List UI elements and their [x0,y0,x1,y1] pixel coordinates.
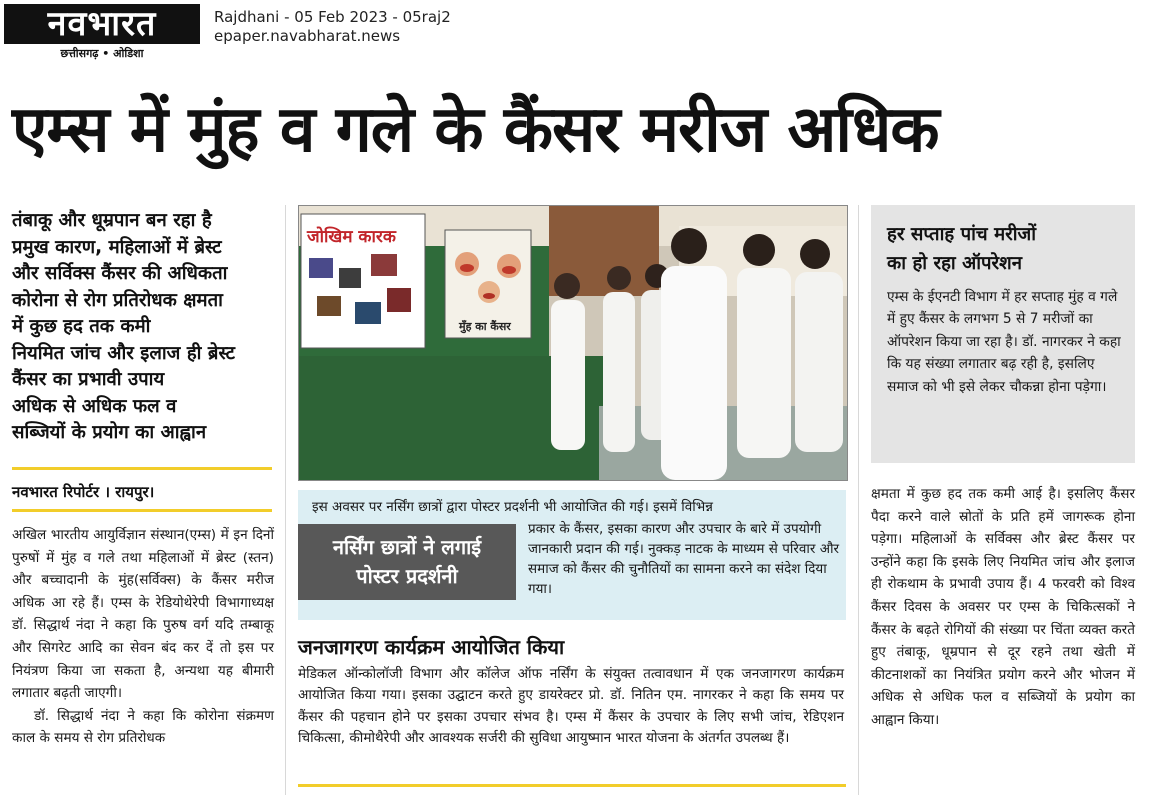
epaper-site: epaper.navabharat.news [214,27,401,45]
box-line: नर्सिंग छात्रों ने लगाई [332,535,482,559]
article-paragraph: अखिल भारतीय आयुर्विज्ञान संस्थान(एम्स) में इन दिनों पुरुषों में मुंह व गले तथा महिलाओं में ब्रेस्ट (स्तन) और बच्चादानी के मुंह(सर्विक्स) के कैंसर मरीज अधिक आ रहे हैं। एम्स के रेडियोथेरेपी विभागाध्यक्ष डॉ. सिद्धार्थ नंदा ने कहा कि पुरुष वर्ग यदि तम्बाकू और सिगरेट आदि का सेवन बंद कर दें तो इस पर नियंत्रण किया जा सकता है, अन्यथा यह बीमारी लगातार बढ़ती जाएगी। [12,527,274,702]
sidebar-title-line: हर सप्ताह पांच मरीजों [887,224,1037,245]
box-line: पोस्टर प्रदर्शनी [356,564,458,588]
highlight-item: कैंसर का प्रभावी उपाय [12,369,165,390]
highlights-list [12,208,274,447]
highlight-item: अधिक से अधिक फल व [12,395,177,417]
photo-caption-body: प्रकार के कैंसर, इसका कारण और उपचार के बारे में उपयोगी जानकारी प्रदान की गई। नुक्कड़ नाटक के माध्यम से परिवार और समाज को कैंसर की चुनौतियों का सामना करने का संदेश दिया गया। [528,521,840,597]
byline: नवभारत रिपोर्टर । रायपुर। [12,483,155,501]
highlight-item: और सर्विक्स कैंसर की अधिकता [12,263,228,284]
logo-subtitle: छत्तीसगढ़ • ओडिशा [60,47,144,60]
highlight-item: प्रमुख कारण, महिलाओं में ब्रेस्ट [12,236,222,258]
article-paragraph: डॉ. सिद्धार्थ नंदा ने कहा कि कोरोना संक्रमण काल के समय से रोग प्रतिरोधक [12,707,274,747]
edition-line: Rajdhani - 05 Feb 2023 - 05raj2 [214,8,451,26]
poster-exhibition-photo [299,206,847,480]
highlight-item: तंबाकू और धूम्रपान बन रहा है [12,210,212,231]
highlight-item: सब्जियों के प्रयोग का आह्वान [12,422,207,443]
poster-risk-title: जोखिम कारक [307,227,396,247]
highlight-item: में कुछ हद तक कमी [12,316,151,337]
poster-mouth-title: मुँह का कैंसर [459,320,511,333]
column-divider [858,205,859,795]
highlight-item: कोरोना से रोग प्रतिरोधक क्षमता [12,289,223,311]
highlights-divider [12,467,272,470]
sidebar-title [887,220,1127,278]
right-article-body: क्षमता में कुछ हद तक कमी आई है। इसलिए कैंसर पैदा करने वाले स्रोतों के प्रति हमें जागरूक होना पड़ेगा। महिलाओं के सर्विक्स और ब्रेस्ट कैंसर पर उन्होंने कहा कि इसके लिए नियमित जांच और इलाज ही रोकथाम के प्रभावी उपाय हैं। 4 फरवरी को विश्व कैंसर दिवस के अवसर पर एम्स के चिकित्सकों ने कैंसर के बढ़ते रोगियों की संख्या पर चिंता व्यक्त करते हुए तंबाकू, धूम्रपान से दूर रहने तथा खेती में कीटनाशकों का नियंत्रित प्रयोग करने और भोजन में अधिक से अधिक फल व सब्जियों के प्रयोग का आह्वान किया। [871,486,1135,728]
photo-caption-top: इस अवसर पर नर्सिंग छात्रों द्वारा पोस्टर प्रदर्शनी भी आयोजित की गई। इसमें विभिन्न [312,499,713,515]
awareness-body: मेडिकल ऑन्कोलॉजी विभाग और कॉलेज ऑफ नर्सिंग के संयुक्त तत्वावधान में एक जनजागरण कार्यक्रम आयोजित किया गया। इसका उद्घाटन करते हुए डायरेक्टर प्रो. डॉ. नितिन एम. नागरकर ने कहा कि समय पर कैंसर की पहचान होने पर इसका उपचार संभव है। एम्स में कैंसर के उपचार के लिए सभी जांच, रेडिएशन चिकित्सा, कीमोथैरेपी और आवश्यक सर्जरी की सुविधा आयुष्मान भारत योजना के अंतर्गत उपलब्ध हैं। [298,666,844,746]
left-article-body [12,524,274,750]
sidebar-body: एम्स के ईएनटी विभाग में हर सप्ताह मुंह व गले में हुए कैंसर के लगभग 5 से 7 मरीजों का ऑपरेशन किया जा रहा है। डॉ. नागरकर ने कहा कि यह संख्या लगातार बढ़ रही है, इसलिए समाज को भी इसे लेकर चौकन्ना होना पड़ेगा। [887,289,1121,395]
edition-info [214,8,451,46]
byline-divider [12,509,272,512]
column-divider [285,205,286,795]
subhead-awareness: जनजागरण कार्यक्रम आयोजित किया [298,635,565,659]
news-photo [298,205,848,481]
logo-wordmark: नवभारत [4,4,200,44]
nursing-exhibition-box [298,524,516,600]
highlight-item: नियमित जांच और इलाज ही ब्रेस्ट [12,342,235,364]
poster-risk-factors [301,214,425,348]
bottom-rule [298,784,846,787]
page-headline: एम्स में मुंह व गले के कैंसर मरीज अधिक [12,92,939,167]
masthead-logo [4,4,200,62]
poster-mouth-cancer [445,230,531,338]
sidebar-title-line: का हो रहा ऑपरेशन [887,253,1022,274]
